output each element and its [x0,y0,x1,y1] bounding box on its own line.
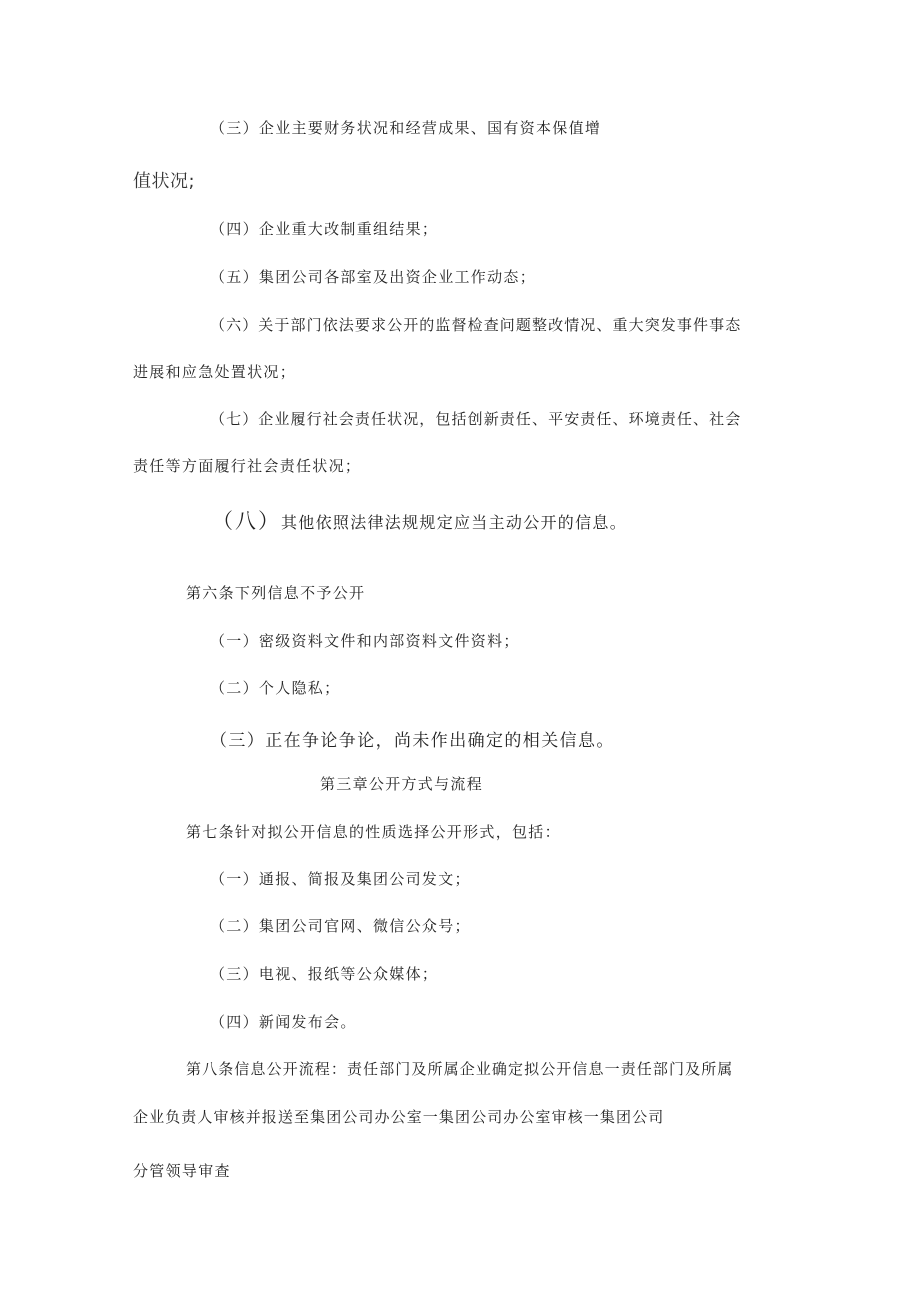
item-7-line-2: 责任等方面履行社会责任状况； [133,457,362,475]
article-8-line-2: 企业负责人审核并报送至集团公司办公室一集团公司办公室审核一集团公司 [133,1108,665,1126]
article-8-line-3: 分管领导审查 [133,1162,231,1180]
article-7-heading: 第七条针对拟公开信息的性质选择公开形式，包括： [186,823,561,841]
item-6-line-1: （六）关于部门依法要求公开的监督检查问题整改情况、重大突发事件事态 [210,316,742,334]
article-6-heading: 第六条下列信息不予公开 [186,584,366,602]
item-7-line-1: （七）企业履行社会责任状况，包括创新责任、平安责任、环境责任、社会 [210,410,742,428]
item-3-line-2: 值状况; [133,171,196,192]
chapter-3-title: 第三章公开方式与流程 [320,775,484,793]
article-6-item-2: （二）个人隐私； [210,679,341,697]
item-8-text: 其他依照法律法规规定应当主动公开的信息。 [281,513,628,532]
article-6-item-1: （一）密级资料文件和内部资料文件资料； [210,632,520,650]
item-4: （四）企业重大改制重组结果； [210,220,439,238]
item-6-line-2: 进展和应急处置状况； [133,363,297,381]
article-7-item-4: （四）新闻发布会。 [210,1013,357,1031]
article-7-item-3: （三）电视、报纸等公众媒体； [210,965,439,983]
article-8-line-1: 第八条信息公开流程：责任部门及所属企业确定拟公开信息一责任部门及所属 [186,1060,734,1078]
article-6-item-3: （三）正在争论争论，尚未作出确定的相关信息。 [210,731,615,751]
article-7-item-1: （一）通报、简报及集团公司发文； [210,870,471,888]
item-8 [212,511,627,533]
article-7-item-2: （二）集团公司官网、微信公众号； [210,917,471,935]
item-3-line-1: （三）企业主要财务状况和经营成果、国有资本保值增 [210,119,602,137]
item-8-number: （八） [212,509,281,533]
item-5: （五）集团公司各部室及出资企业工作动态； [210,268,537,286]
